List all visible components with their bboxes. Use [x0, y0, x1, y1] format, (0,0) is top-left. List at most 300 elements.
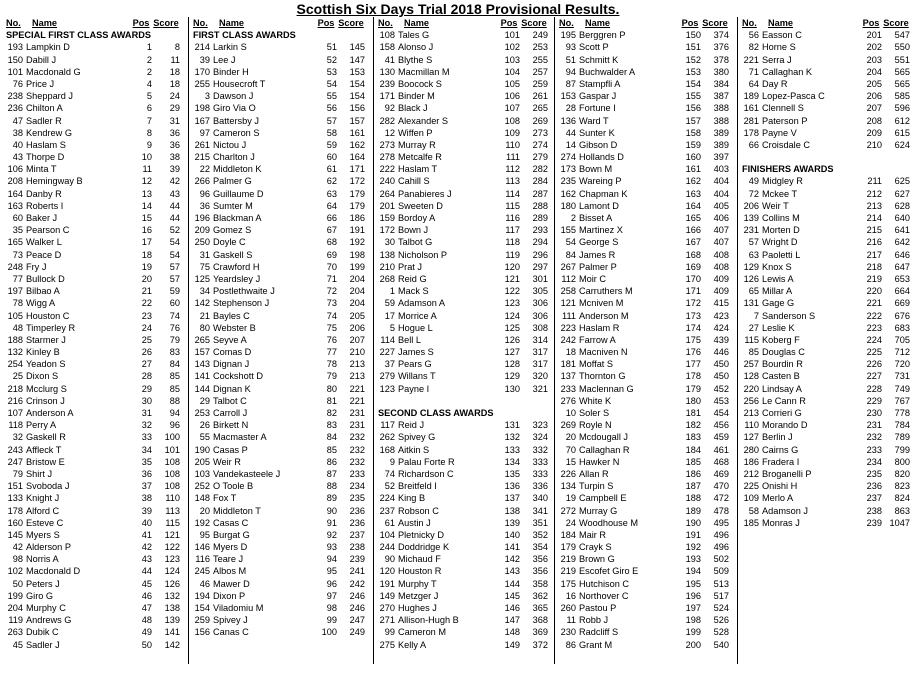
rider-score: 84	[169, 359, 180, 370]
rider-name: Knight J	[26, 493, 60, 504]
rider-name: Bordoy A	[398, 213, 436, 223]
rider-name: Koberg F	[762, 334, 800, 345]
rider-position: 226	[866, 359, 882, 370]
rider-number: 204	[7, 603, 23, 613]
rider-name: Battersby J	[213, 115, 259, 126]
result-row	[378, 419, 548, 431]
result-row	[559, 444, 729, 456]
rider-name: Sweeten D	[398, 200, 443, 211]
result-row	[378, 626, 548, 638]
rider-name: Schmitt K	[579, 54, 619, 65]
rider-name: Fortune I	[579, 103, 616, 114]
result-row	[742, 115, 910, 127]
rider-position: 92	[326, 529, 337, 540]
rider-name: Wareing P	[579, 176, 622, 187]
result-row	[193, 590, 365, 602]
rider-position: 52	[326, 54, 337, 65]
column-divider	[554, 17, 555, 664]
section-heading: FIRST CLASS AWARDS	[193, 30, 296, 41]
rider-name: Viladomiu M	[213, 603, 264, 613]
rider-name: Mack S	[398, 286, 429, 297]
rider-name: Gomez S	[213, 225, 252, 236]
rider-number: 30	[384, 237, 395, 248]
rider-position: 79	[326, 371, 337, 382]
rider-position: 70	[326, 261, 337, 272]
result-row	[378, 541, 548, 553]
rider-position: 37	[141, 481, 152, 492]
header-score: Score	[521, 18, 547, 28]
rider-position: 160	[685, 152, 701, 163]
result-row	[378, 200, 548, 212]
rider-number: 196	[194, 213, 210, 223]
result-row	[378, 29, 548, 41]
rider-score: 123	[164, 554, 180, 565]
rider-number: 1	[389, 286, 395, 297]
column-header	[742, 17, 910, 29]
result-row	[559, 431, 729, 443]
result-row	[742, 127, 910, 139]
rider-number: 16	[565, 590, 576, 601]
rider-position: 177	[685, 359, 701, 370]
rider-position: 149	[504, 639, 520, 650]
rider-score: 446	[713, 347, 729, 358]
rider-position: 31	[141, 408, 152, 418]
result-row	[6, 78, 180, 90]
result-row	[193, 565, 365, 577]
rider-number: 63	[748, 249, 759, 260]
rider-position: 155	[685, 91, 701, 102]
rider-score: 358	[532, 578, 548, 589]
result-row	[193, 90, 365, 102]
rider-position: 207	[866, 103, 882, 114]
rider-name: Campbell E	[579, 493, 627, 504]
rider-score: 213	[349, 371, 365, 382]
result-row	[742, 175, 910, 187]
rider-score: 354	[532, 542, 548, 553]
rider-name: Ward T	[579, 115, 609, 126]
rider-position: 186	[685, 468, 701, 479]
rider-score: 231	[349, 408, 365, 418]
rider-score: 204	[349, 298, 365, 309]
rider-score: 289	[532, 213, 548, 223]
result-row	[742, 334, 910, 346]
rider-name: Binder H	[213, 66, 249, 77]
rider-score: 60	[169, 298, 180, 309]
rider-number: 245	[194, 566, 210, 577]
rider-number: 172	[379, 225, 395, 236]
rider-position: 50	[141, 639, 152, 650]
rider-name: Minta T	[26, 164, 57, 175]
rider-position: 21	[141, 286, 152, 297]
rider-score: 456	[713, 420, 729, 431]
column-divider	[188, 17, 189, 664]
rider-score: 453	[713, 395, 729, 406]
rider-name: Clennell S	[762, 103, 804, 114]
result-row	[559, 249, 729, 261]
rider-name: Spivey J	[213, 615, 248, 626]
result-row	[378, 175, 548, 187]
rider-score: 164	[349, 152, 365, 163]
rider-number: 29	[199, 395, 210, 406]
rider-number: 75	[199, 261, 210, 272]
rider-position: 40	[141, 517, 152, 528]
result-row	[378, 285, 548, 297]
rider-position: 131	[504, 420, 520, 431]
rider-score: 468	[713, 456, 729, 467]
result-row	[193, 395, 365, 407]
rider-name: King B	[398, 493, 426, 504]
result-row	[559, 102, 729, 114]
result-row	[378, 236, 548, 248]
rider-position: 194	[685, 566, 701, 577]
rider-position: 47	[141, 603, 152, 613]
rider-score: 171	[349, 164, 365, 175]
rider-position: 42	[141, 542, 152, 553]
results-column-3	[378, 17, 548, 664]
result-row	[559, 639, 729, 651]
rider-name: Fradera I	[762, 456, 800, 467]
rider-name: Larkin S	[213, 42, 247, 53]
rider-position: 189	[685, 505, 701, 516]
rider-score: 241	[349, 566, 365, 577]
rider-score: 351	[532, 517, 548, 528]
rider-score: 237	[349, 529, 365, 540]
result-row	[193, 188, 365, 200]
rider-position: 2	[146, 66, 152, 77]
rider-position: 67	[326, 225, 337, 236]
result-row	[742, 249, 910, 261]
rider-name: Dawson J	[213, 91, 254, 102]
rider-score: 236	[349, 517, 365, 528]
rider-position: 9	[146, 139, 152, 150]
rider-score: 261	[532, 91, 548, 102]
rider-score: 43	[169, 188, 180, 199]
result-row	[193, 419, 365, 431]
rider-name: Pletnicky D	[398, 529, 444, 540]
rider-number: 11	[566, 615, 576, 626]
rider-number: 198	[194, 103, 210, 114]
rider-position: 97	[326, 590, 337, 601]
result-row	[6, 578, 180, 590]
rider-name: Thornton G	[579, 371, 626, 382]
section-spacer	[378, 395, 548, 407]
result-row	[6, 480, 180, 492]
rider-score: 863	[894, 505, 910, 516]
rider-score: 138	[164, 603, 180, 613]
result-row	[193, 578, 365, 590]
rider-name: Murray R	[398, 139, 436, 150]
rider-number: 105	[7, 310, 23, 321]
rider-position: 218	[866, 261, 882, 272]
result-row	[378, 565, 548, 577]
rider-position: 69	[326, 249, 337, 260]
rider-score: 705	[894, 334, 910, 345]
rider-name: Comas D	[213, 347, 252, 358]
rider-score: 294	[532, 237, 548, 248]
rider-number: 110	[744, 420, 759, 431]
result-row	[378, 310, 548, 322]
rider-score: 206	[349, 322, 365, 333]
rider-score: 147	[349, 54, 365, 65]
rider-name: Moir C	[579, 273, 607, 284]
rider-name: Midgley R	[762, 176, 803, 187]
rider-position: 123	[504, 298, 520, 309]
results-column-5	[742, 17, 910, 664]
rider-score: 789	[894, 432, 910, 443]
rider-number: 46	[199, 578, 210, 589]
rider-position: 18	[141, 249, 152, 260]
result-row	[559, 78, 729, 90]
rider-position: 11	[142, 164, 152, 175]
rider-score: 653	[894, 273, 910, 284]
rider-position: 130	[504, 383, 520, 394]
result-row	[559, 626, 729, 638]
rider-name: Palau Forte R	[398, 456, 455, 467]
rider-name: Talbot G	[398, 237, 433, 248]
rider-name: Bullock D	[26, 273, 65, 284]
rider-position: 209	[866, 127, 882, 138]
rider-name: Fry J	[26, 261, 47, 272]
rider-number: 74	[384, 468, 395, 479]
rider-position: 115	[505, 200, 520, 211]
rider-number: 66	[748, 139, 759, 150]
rider-name: Danby R	[26, 188, 62, 199]
result-row	[559, 468, 729, 480]
result-row	[6, 431, 180, 443]
result-row	[742, 261, 910, 273]
result-row	[193, 529, 365, 541]
rider-name: Norris A	[26, 554, 59, 565]
rider-number: 276	[560, 395, 576, 406]
rider-score: 141	[164, 627, 180, 638]
result-row	[378, 529, 548, 541]
rider-number: 70	[565, 444, 576, 455]
rider-score: 683	[894, 322, 910, 333]
rider-position: 173	[685, 310, 701, 321]
rider-number: 178	[743, 127, 759, 138]
rider-name: Blythe S	[398, 54, 433, 65]
result-row	[6, 127, 180, 139]
section-heading: SPECIAL FIRST CLASS AWARDS	[6, 30, 151, 41]
rider-number: 60	[12, 213, 23, 223]
rider-score: 31	[169, 115, 180, 126]
rider-position: 191	[685, 529, 701, 540]
rider-position: 178	[685, 371, 701, 382]
rider-number: 238	[7, 91, 23, 102]
rider-position: 235	[866, 468, 882, 479]
result-row	[193, 285, 365, 297]
result-row	[742, 285, 910, 297]
result-row	[559, 578, 729, 590]
rider-name: Bristow E	[26, 456, 65, 467]
header-no: No.	[193, 18, 208, 28]
rider-score: 332	[532, 444, 548, 455]
result-row	[378, 115, 548, 127]
rider-number: 142	[194, 298, 210, 309]
rider-name: Collins M	[762, 213, 800, 223]
result-row	[193, 212, 365, 224]
result-row	[378, 66, 548, 78]
rider-position: 96	[326, 578, 337, 589]
rider-name: Bell L	[398, 334, 421, 345]
rider-number: 161	[743, 103, 759, 114]
rider-position: 164	[685, 200, 701, 211]
rider-score: 79	[169, 334, 180, 345]
result-row	[193, 346, 365, 358]
rider-score: 450	[713, 359, 729, 370]
rider-number: 9	[389, 456, 395, 467]
result-row	[6, 492, 180, 504]
rider-position: 167	[685, 237, 701, 248]
rider-score: 820	[894, 468, 910, 479]
rider-name: Cockshott D	[213, 371, 264, 382]
result-row	[742, 139, 910, 151]
rider-number: 36	[199, 200, 210, 211]
rider-score: 317	[532, 359, 548, 370]
result-row	[6, 456, 180, 468]
rider-number: 181	[560, 359, 576, 370]
rider-score: 404	[713, 176, 729, 187]
rider-name: Pearson C	[26, 225, 70, 236]
rider-name: Shirt J	[26, 468, 53, 479]
rider-position: 17	[141, 237, 152, 248]
rider-position: 85	[326, 444, 337, 455]
rider-number: 132	[7, 347, 23, 358]
rider-score: 284	[532, 176, 548, 187]
result-row	[193, 456, 365, 468]
rider-score: 232	[349, 456, 365, 467]
rider-name: Metcalfe R	[398, 152, 442, 163]
result-row	[559, 358, 729, 370]
result-row	[193, 310, 365, 322]
result-row	[193, 236, 365, 248]
rider-number: 47	[12, 115, 23, 126]
rider-position: 215	[866, 225, 882, 236]
rider-number: 180	[560, 200, 576, 211]
rider-score: 233	[349, 468, 365, 479]
rider-number: 80	[199, 322, 210, 333]
rider-position: 203	[866, 54, 882, 65]
rider-position: 170	[685, 273, 701, 284]
rider-score: 305	[532, 286, 548, 297]
rider-number: 193	[7, 42, 23, 53]
rider-score: 204	[349, 286, 365, 297]
rider-score: 624	[894, 139, 910, 150]
rider-score: 676	[894, 310, 910, 321]
rider-score: 749	[894, 383, 910, 394]
result-row	[742, 273, 910, 285]
rider-position: 133	[504, 444, 520, 455]
rider-number: 7	[753, 310, 759, 321]
result-row	[559, 492, 729, 504]
result-row	[6, 334, 180, 346]
rider-name: Weir T	[762, 200, 789, 211]
result-row	[559, 590, 729, 602]
rider-score: 496	[713, 529, 729, 540]
rider-number: 163	[7, 200, 23, 211]
rider-name: Dixon S	[26, 371, 59, 382]
rider-position: 206	[866, 91, 882, 102]
rider-number: 273	[379, 139, 395, 150]
result-row	[559, 188, 729, 200]
result-row	[6, 517, 180, 529]
rider-name: Radcliff S	[579, 627, 619, 638]
rider-score: 333	[532, 456, 548, 467]
rider-score: 459	[713, 432, 729, 443]
rider-position: 176	[685, 347, 701, 358]
rider-number: 64	[748, 78, 759, 89]
result-row	[559, 602, 729, 614]
rider-score: 297	[532, 261, 548, 272]
rider-position: 138	[504, 505, 520, 516]
rider-number: 269	[560, 420, 576, 431]
rider-number: 130	[379, 66, 395, 77]
rider-position: 220	[866, 286, 882, 297]
rider-number: 111	[562, 310, 576, 321]
rider-number: 256	[743, 395, 759, 406]
rider-number: 34	[199, 286, 210, 297]
rider-name: Alderson P	[26, 542, 71, 553]
rider-name: Cairns G	[762, 444, 799, 455]
rider-score: 249	[349, 627, 365, 638]
result-row	[378, 261, 548, 273]
rider-name: Macdonald D	[26, 566, 81, 577]
rider-name: Murray G	[579, 505, 618, 516]
rider-number: 157	[194, 347, 210, 358]
rider-number: 48	[12, 322, 23, 333]
rider-position: 13	[141, 188, 152, 199]
results-column-2	[193, 17, 365, 664]
result-row	[559, 565, 729, 577]
rider-score: 236	[349, 505, 365, 516]
header-score: Score	[338, 18, 364, 28]
result-row	[742, 370, 910, 382]
result-row	[559, 541, 729, 553]
result-row	[6, 212, 180, 224]
rider-name: Haslam S	[26, 139, 66, 150]
rider-position: 190	[685, 517, 701, 528]
result-row	[378, 90, 548, 102]
rider-number: 219	[560, 554, 576, 565]
rider-number: 215	[194, 152, 210, 163]
rider-number: 216	[7, 395, 23, 406]
rider-score: 565	[894, 66, 910, 77]
rider-position: 24	[141, 322, 152, 333]
rider-number: 128	[743, 371, 759, 382]
rider-name: Andrews G	[26, 615, 72, 626]
rider-number: 188	[7, 334, 23, 345]
rider-score: 799	[894, 444, 910, 455]
rider-score: 161	[349, 127, 365, 138]
rider-number: 44	[565, 127, 576, 138]
rider-score: 321	[532, 383, 548, 394]
rider-position: 22	[141, 298, 152, 309]
rider-number: 61	[384, 517, 395, 528]
rider-name: Douglas C	[762, 347, 805, 358]
result-row	[742, 444, 910, 456]
result-row	[193, 224, 365, 236]
rider-score: 389	[713, 127, 729, 138]
rider-position: 7	[146, 115, 152, 126]
rider-number: 179	[560, 542, 576, 553]
rider-score: 526	[713, 615, 729, 626]
rider-position: 19	[141, 261, 152, 272]
rider-name: Lindsay A	[762, 383, 802, 394]
rider-number: 114	[380, 334, 395, 345]
rider-position: 154	[685, 78, 701, 89]
rider-score: 269	[532, 115, 548, 126]
rider-position: 111	[506, 152, 520, 163]
